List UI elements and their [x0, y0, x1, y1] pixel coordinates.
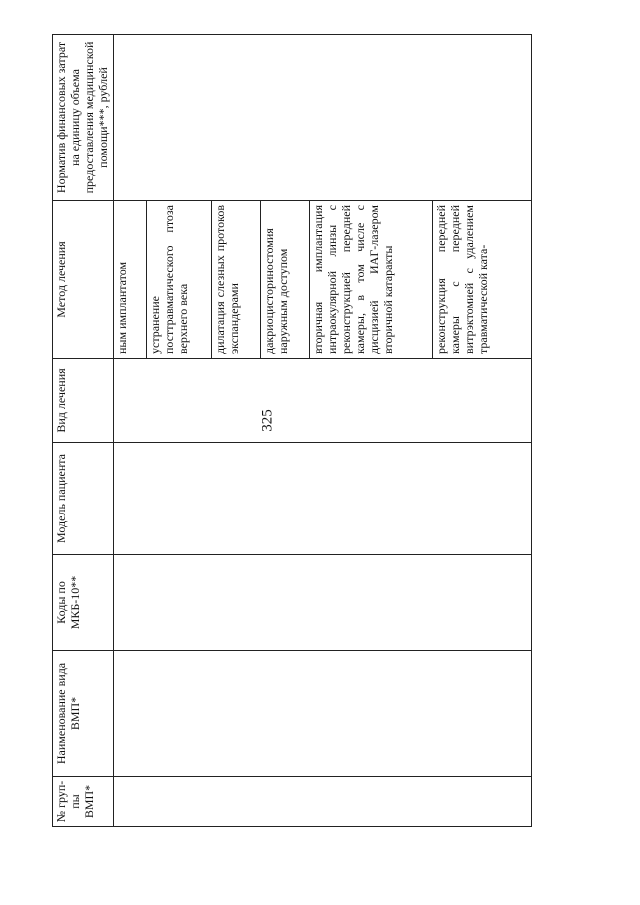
header-mkb-codes: Коды по МКБ-10**	[53, 555, 114, 651]
header-patient-model: Модель пациента	[53, 443, 114, 555]
cell-mkb-codes	[114, 555, 532, 651]
vmp-table	[52, 34, 532, 827]
method-item: дакриоцисториностомия наружным доступом	[261, 201, 310, 358]
method-item: реконструкция передней камеры с передней витрэктомией с удалением травматической ката-	[434, 205, 490, 354]
method-item: ным имплантатом	[114, 201, 147, 358]
header-vmp-name: Наименование вида ВМП*	[53, 651, 114, 777]
header-treatment-type: Вид лечения	[53, 359, 114, 443]
method-item: устранение посттравматического птоза верхнего века	[147, 201, 212, 358]
cell-vmp-name	[114, 651, 532, 777]
cell-treatment-methods	[114, 201, 532, 359]
method-item: дилатация слезных протоков экспандерами	[212, 201, 261, 358]
cell-treatment-type	[114, 359, 532, 443]
methods-list	[114, 201, 531, 358]
rotated-page	[52, 35, 532, 827]
cell-financial-norm	[114, 35, 532, 201]
header-group-number: № груп-пы ВМП*	[53, 777, 114, 827]
cell-group-number	[114, 777, 532, 827]
header-row	[53, 35, 114, 827]
cell-patient-model	[114, 443, 532, 555]
header-treatment-method: Метод лечения	[53, 201, 114, 359]
table-row	[114, 35, 532, 827]
header-financial-norm: Норматив финансовых затрат на единицу объема предоставления медицинской помощи***, рублей	[53, 35, 114, 201]
page-number: 325	[259, 409, 276, 432]
method-item: вторичная имплантация интраокулярной линзы с реконструкцией передней камеры, в том числе с дисцизией ИАГ-лазером вторичной катаракты	[310, 201, 433, 358]
